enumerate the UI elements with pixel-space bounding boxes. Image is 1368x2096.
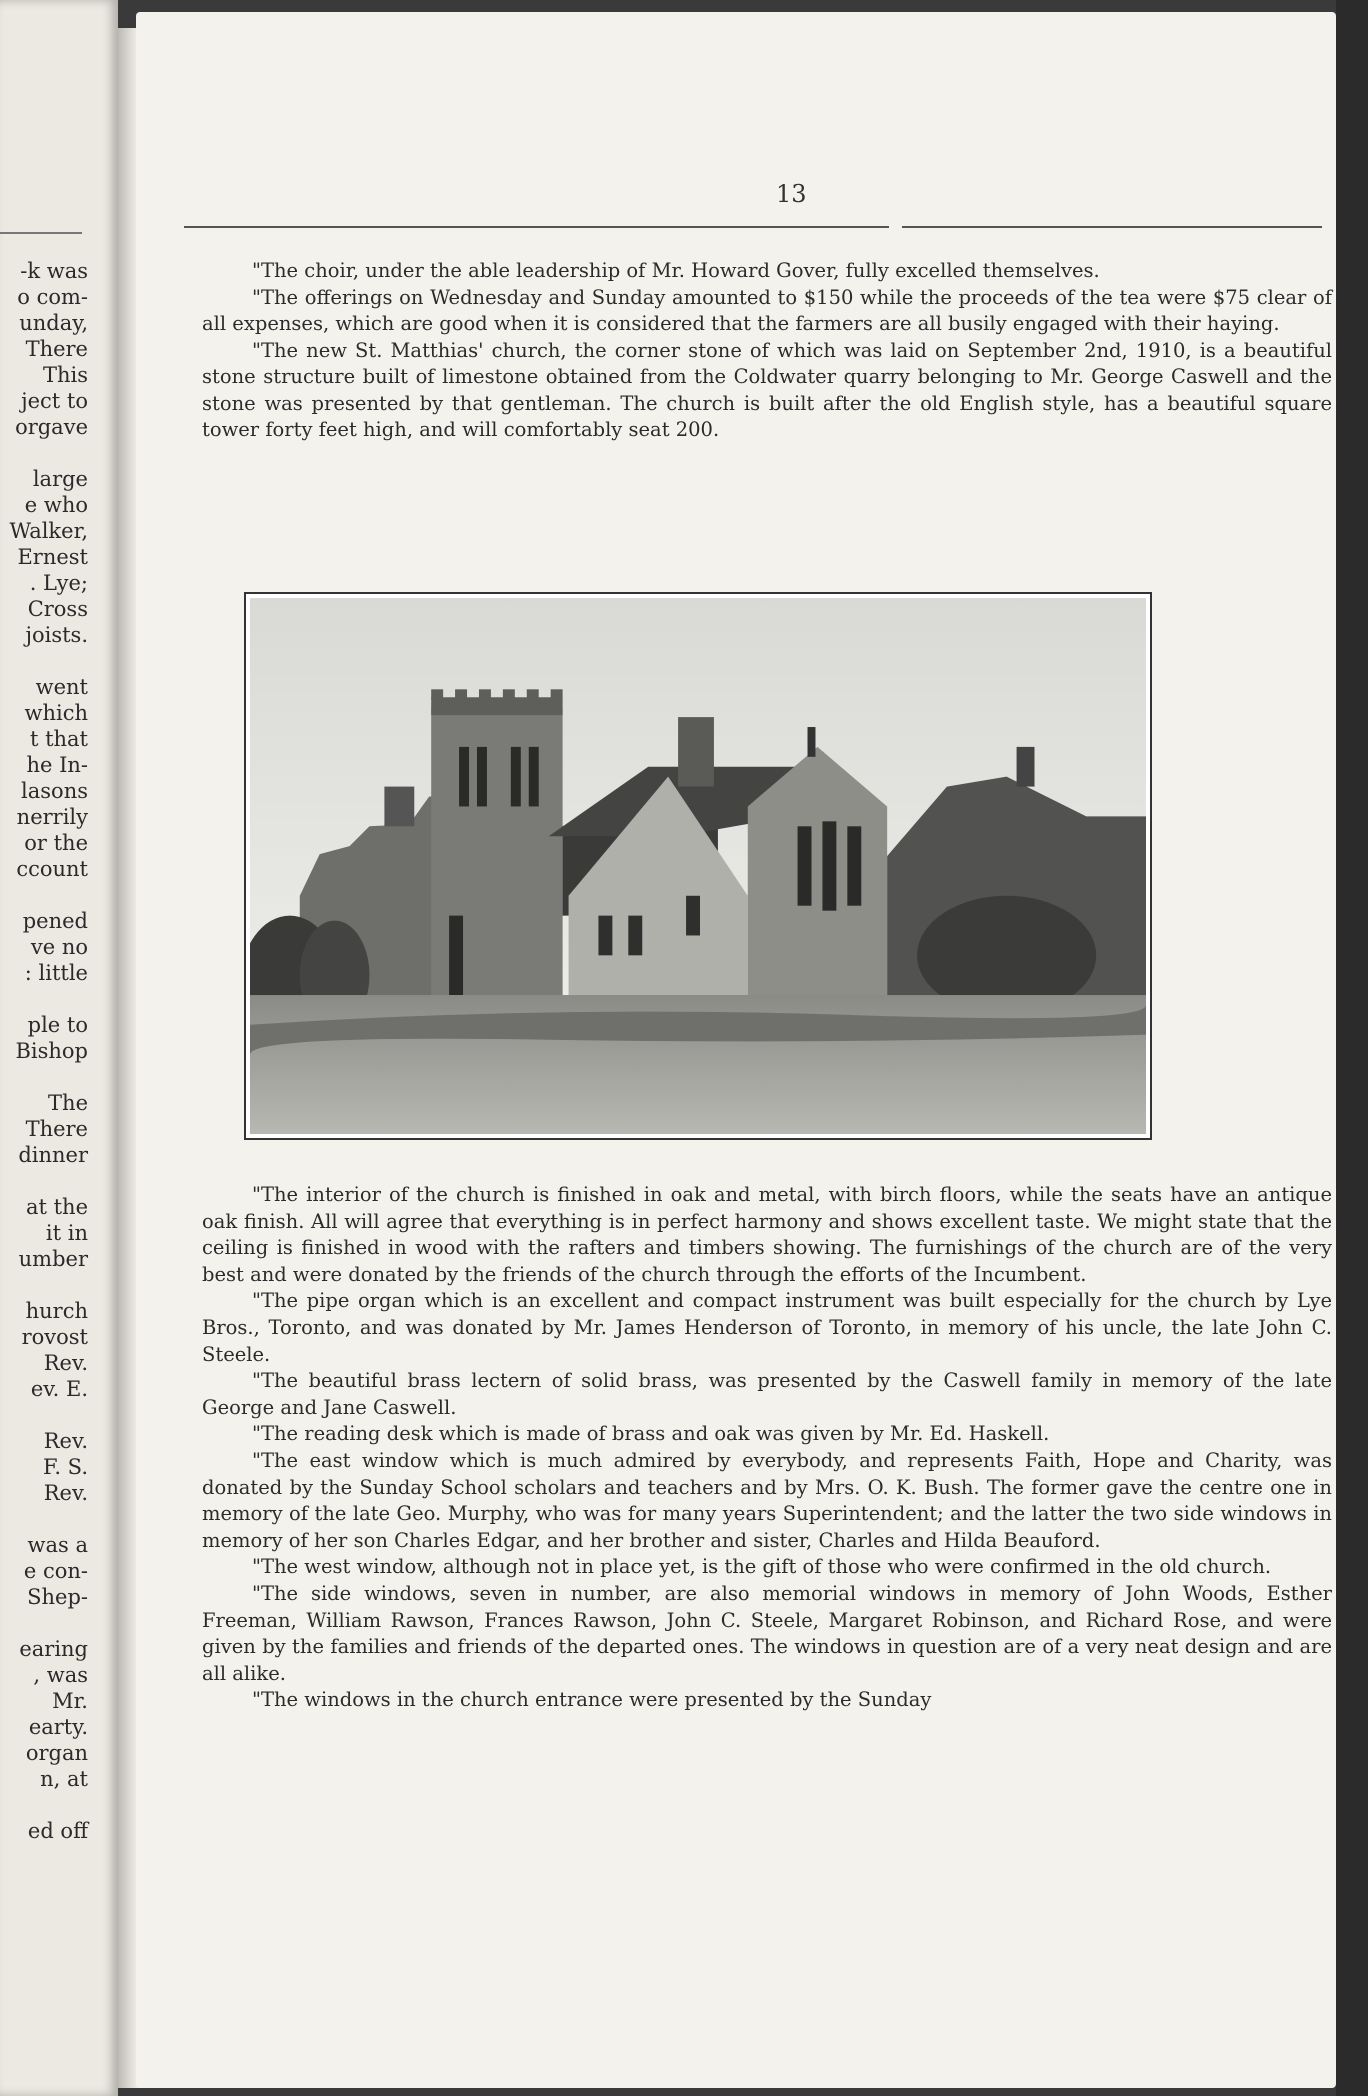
paragraph: "The reading desk which is made of brass and oak was given by Mr. Ed. Haskell.	[252, 1422, 1050, 1446]
facing-page-text-fragment: e who	[24, 493, 88, 517]
facing-page-text-fragment: earing	[19, 1637, 88, 1661]
facing-page-text-fragment: , was	[33, 1663, 88, 1687]
facing-page-text-fragment: Rev.	[43, 1429, 88, 1453]
paragraph: "The interior of the church is finished in oak and metal, with birch floors, while the seats have an antique oak finish. All will agree that everything is in perfect harmony and shows excellent taste. We might state that the ceiling is finished in wood with the rafters and timbers showing. The furnishings of the church are of the very best and were donated by the friends of the church through the efforts of the Incumbent.	[202, 1183, 1332, 1286]
paragraph: "The choir, under the able leadership of Mr. Howard Gover, fully excelled themselves.	[252, 259, 1100, 282]
paragraph: "The pipe organ which is an excellent and compact instrument was built especially for the church by Lye Bros., Toronto, and was donated by Mr. James Henderson of Toronto, in memory of his uncle, the late John C. Steele.	[202, 1289, 1332, 1366]
facing-page-text-fragment: organ	[25, 1741, 88, 1765]
facing-page-text-fragment: dinner	[18, 1143, 88, 1167]
facing-page-text-fragment: -k was	[20, 259, 88, 283]
facing-page-text-fragment: ed off	[27, 1819, 88, 1843]
facing-page-text-fragment: e con-	[23, 1559, 88, 1583]
facing-page-fragment	[0, 0, 118, 2096]
facing-page-text-fragment: Ernest	[17, 545, 88, 569]
facing-page-text-fragment: The	[48, 1091, 88, 1115]
facing-page-text-fragment: it in	[45, 1221, 88, 1245]
facing-page-text-fragment: Walker,	[9, 519, 88, 543]
facing-page-text-fragment: earty.	[28, 1715, 88, 1739]
facing-page-text-fragment: unday,	[19, 311, 88, 335]
paragraph: "The offerings on Wednesday and Sunday amounted to $150 while the proceeds of the tea were $75 clear of all expenses, which are good when it is considered that the farmers are all busily engaged with their haying.	[202, 285, 1332, 335]
facing-page-text-fragment: hurch	[25, 1299, 88, 1323]
facing-page-text-fragment: lasons	[21, 779, 88, 803]
facing-page-text-fragment: orgave	[15, 415, 88, 439]
facing-page-text-fragment: Rev.	[43, 1481, 88, 1505]
facing-page-text-fragment: ev. E.	[30, 1377, 88, 1401]
facing-page-text-fragment: This	[42, 363, 88, 387]
facing-page-text-fragment: or the	[24, 831, 88, 855]
facing-page-text-fragment: There	[25, 337, 88, 361]
header-rule	[184, 226, 889, 228]
facing-page-text-fragment: There	[25, 1117, 88, 1141]
facing-page-rule	[0, 232, 82, 234]
facing-page-text-fragment: large	[32, 467, 88, 491]
facing-page-text-fragment: which	[24, 701, 88, 725]
facing-page-text-fragment: ject to	[21, 389, 88, 413]
paragraph: "The east window which is much admired by everybody, and represents Faith, Hope and Charity, was donated by the Sunday School scholars and teachers and by Mrs. O. K. Bush. The former gave the centre one in memory of the late Geo. Murphy, who was for many years Superintendent; and the latter the two side windows in memory of her son Charles Edgar, and her brother and sister, Charles and Hilda Beauford.	[202, 1448, 1332, 1552]
paragraph: "The side windows, seven in number, are also memorial windows in memory of John Woods, Esther Freeman, William Rawson, Frances Rawson, John C. Steele, Margaret Robinson, and Richard Rose, and were given by the families and friends of the departed ones. The windows in question are of a very neat design and are all alike.	[202, 1581, 1332, 1685]
facing-page-text-fragment: Rev.	[43, 1351, 88, 1375]
facing-page-text-fragment: he In-	[26, 753, 88, 777]
facing-page-text-fragment: Cross	[27, 597, 88, 621]
facing-page-text-fragment: Mr.	[52, 1689, 88, 1713]
facing-page-text-fragment: ple to	[27, 1013, 88, 1037]
facing-page-text-fragment: ccount	[16, 857, 88, 881]
header-rule	[902, 226, 1322, 228]
facing-page-text-fragment: Shep-	[27, 1585, 88, 1609]
upper-text-block	[202, 258, 1332, 444]
facing-page-text-fragment: o com-	[17, 285, 88, 309]
facing-page-text-fragment: F. S.	[43, 1455, 88, 1479]
facing-page-text-fragment: n, at	[40, 1767, 88, 1791]
book-page	[136, 12, 1336, 2088]
paragraph: "The windows in the church entrance were presented by the Sunday	[252, 1688, 932, 1712]
facing-page-text-fragment: pened	[22, 909, 88, 933]
paragraph: "The new St. Matthias' church, the corner stone of which was laid on September 2nd, 1910, is a beautiful stone structure built of limestone obtained from the Coldwater quarry belonging to Mr. George Caswell and the stone was presented by that gentleman. The church is built after the old English style, has a beautiful square tower forty feet high, and will comfortably seat 200.	[202, 338, 1332, 441]
facing-page-text-fragment: was a	[27, 1533, 88, 1557]
facing-page-text-fragment: umber	[18, 1247, 88, 1271]
dark-background-edge	[1336, 0, 1368, 2096]
facing-page-text-fragment: t that	[29, 727, 88, 751]
facing-page-text-fragment: ve no	[30, 935, 88, 959]
paragraph: "The beautiful brass lectern of solid brass, was presented by the Caswell family in memory of the late George and Jane Caswell.	[202, 1369, 1332, 1419]
page-number: 13	[776, 180, 807, 208]
facing-page-text-fragment: Bishop	[15, 1039, 88, 1063]
paragraph: "The west window, although not in place yet, is the gift of those who were confirmed in the old church.	[252, 1555, 1272, 1579]
lower-text-block	[202, 1182, 1332, 1714]
facing-page-text-fragment: at the	[25, 1195, 88, 1219]
church-photo-illustration	[250, 598, 1146, 1134]
facing-page-text-fragment: rovost	[21, 1325, 88, 1349]
facing-page-text-fragment: : little	[24, 961, 88, 985]
facing-page-text-fragment: joists.	[25, 623, 88, 647]
facing-page-text-fragment: nerrily	[16, 805, 88, 829]
church-photograph	[244, 592, 1152, 1140]
facing-page-text-fragment: . Lye;	[29, 571, 88, 595]
facing-page-text-fragment: went	[35, 675, 88, 699]
